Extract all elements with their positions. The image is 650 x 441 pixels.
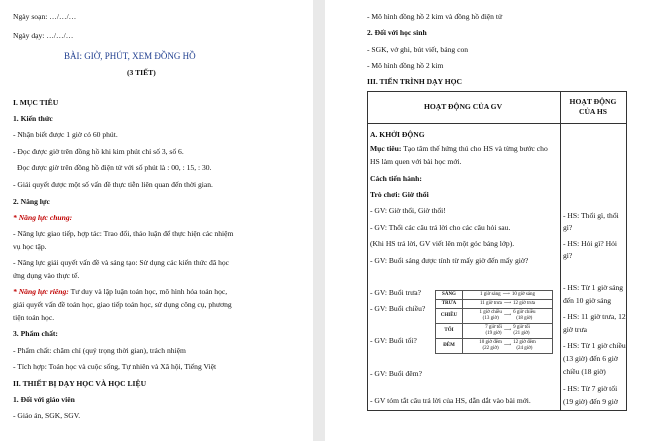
text-line: - GV: Buổi đêm? — [370, 369, 422, 378]
page-left — [0, 0, 313, 441]
text-line: (13 giờ) đến 6 giờ — [563, 354, 618, 363]
period-from: 11 giờ trưa — [479, 301, 502, 306]
heading-nang-luc: 2. Năng lực — [13, 197, 50, 206]
period-to-24h: (24 giờ) — [516, 346, 533, 351]
text-line: chiều (18 giờ) — [563, 367, 606, 376]
section-thiet-bi: II. THIẾT BỊ DẠY HỌC VÀ HỌC LIỆU — [13, 379, 147, 388]
text-line: HS làm quen với bài học mới. — [370, 157, 462, 166]
lesson-plan-table — [367, 91, 627, 411]
ngay-soan: Ngày soạn: …/…/… — [13, 12, 77, 21]
section-muc-tieu: I. MỤC TIÊU — [13, 98, 59, 107]
heading-cach-tien-hanh: Cách tiến hành: — [370, 174, 422, 183]
text-line: đến 10 giờ sáng — [563, 296, 612, 305]
muc-tieu-label: Mục tiêu: — [370, 144, 402, 153]
text-line: - GV: Buổi tối? — [370, 336, 417, 345]
period-name: TRƯA — [436, 300, 463, 309]
text-line: - Mô hình đồng hồ 2 kim và đồng hồ điện tử — [367, 12, 503, 21]
arrow-right-icon: ⟶ — [503, 313, 512, 318]
heading-nang-luc-chung: * Năng lực chung: — [13, 213, 73, 222]
text-line: - Phẩm chất: chăm chỉ (quý trọng thời gian), trách nhiệm — [13, 346, 186, 355]
text-line: - HS: 11 giờ trưa, 12 — [563, 312, 626, 321]
text-line: - SGK, vở ghi, bút viết, bảng con — [367, 45, 469, 54]
period-to: 12 giờ đêm — [513, 340, 536, 345]
heading-hoc-sinh: 2. Đối với học sinh — [367, 28, 427, 37]
text-line: - Năng lực giao tiếp, hợp tác: Trao đổi, thảo luận để thực hiện các nhiệm — [13, 229, 234, 238]
period-name: TỐI — [436, 324, 463, 339]
text-line: tiện toán học. — [13, 313, 55, 322]
text-line: - GV: Buổi sáng được tính từ mấy giờ đến mấy giờ? — [370, 256, 529, 265]
page-right — [325, 0, 650, 441]
text-line: - Nhận biết được 1 giờ có 60 phút. — [13, 130, 118, 139]
period-to-24h: (21 giờ) — [513, 331, 530, 336]
text-line: - Năng lực giải quyết vấn đề và sáng tạo: Sử dụng các kiến thức đã học — [13, 258, 230, 267]
text-line: - GV: Thổi các câu trả lời cho các câu hỏi sau. — [370, 223, 511, 232]
arrow-right-icon: ⟶ — [503, 301, 511, 306]
text-line: - GV: Buổi chiều? — [370, 304, 426, 313]
period-from-24h: (13 giờ) — [482, 316, 499, 321]
period-to: 12 giờ trưa — [512, 301, 536, 306]
text-line: gì? — [563, 251, 573, 260]
text-line — [370, 144, 548, 153]
text-line: Đọc được giờ trên đồng hồ điện tử với số phút là : 00, : 15, : 30. — [17, 163, 212, 172]
period-from-24h: (19 giờ) — [485, 331, 502, 336]
period-to: 9 giờ tối — [513, 325, 530, 330]
text-line: - HS: Từ 1 giờ sáng — [563, 283, 624, 292]
column-header-hs-line2: CỦA HS — [578, 107, 608, 116]
period-to: 10 giờ sáng — [511, 292, 536, 297]
text-line: (19 giờ) đến 9 giờ — [563, 397, 618, 406]
text-line: - HS: Thổi gì, thổi — [563, 211, 619, 220]
ngay-day: Ngày dạy: …/…/… — [13, 31, 74, 40]
nang-luc-rieng-text: Tư duy và lập luận toán học, mô hình hóa toán học, — [70, 287, 228, 296]
lesson-title: BÀI: GIỜ, PHÚT, XEM ĐỒNG HỒ — [64, 51, 196, 61]
period-row — [436, 309, 553, 324]
time-periods-table — [435, 290, 553, 354]
column-header-hs-line1: HOẠT ĐỘNG — [569, 97, 617, 106]
text-line: - Đọc được giờ trên đồng hồ khi kim phút chỉ số 3, số 6. — [13, 147, 184, 156]
period-row — [436, 300, 553, 309]
text-line: - Tích hợp: Toán học và cuộc sống, Tự nhiên và Xã hội, Tiếng Việt — [13, 362, 217, 371]
lesson-subtitle: (3 TIẾT) — [127, 68, 156, 77]
period-name: ĐÊM — [436, 339, 463, 354]
period-range — [463, 339, 553, 354]
arrow-right-icon: ⟶ — [502, 292, 510, 297]
period-row — [436, 324, 553, 339]
period-name: SÁNG — [436, 291, 463, 300]
text-line: - HS: Từ 7 giờ tối — [563, 384, 618, 393]
arrow-right-icon: ⟶ — [503, 328, 512, 333]
period-from-24h: (22 giờ) — [482, 346, 499, 351]
period-to: 6 giờ chiều — [513, 310, 536, 315]
period-range — [463, 291, 553, 300]
section-tien-trinh: III. TIẾN TRÌNH DẠY HỌC — [367, 77, 463, 86]
text-line: (Khi HS trả lời, GV viết lên một góc bảng lớp). — [370, 239, 515, 248]
text-line: ứng dụng vào thực tế. — [13, 271, 80, 280]
period-range — [463, 309, 553, 324]
text-line: - Mô hình đồng hồ 2 kim — [367, 61, 444, 70]
text-line: gì? — [563, 223, 573, 232]
period-range — [463, 300, 553, 309]
text-line: - Giáo án, SGK, SGV. — [13, 411, 81, 420]
text-line: - HS: Hỏi gì? Hỏi — [563, 239, 617, 248]
text-line — [13, 287, 227, 296]
period-range — [463, 324, 553, 339]
period-from: 1 giờ chiều — [479, 310, 502, 315]
gv-activity-cell — [368, 124, 561, 411]
column-header-gv: HOẠT ĐỘNG CỦA GV — [423, 102, 503, 111]
text-line: - GV tóm tắt câu trả lời của HS, dẫn dắt vào bài mới. — [370, 396, 531, 405]
period-from: 7 giờ tối — [485, 325, 502, 330]
heading-pham-chat: 3. Phẩm chất: — [13, 329, 58, 338]
muc-tieu-text: Tạo tâm thế hứng thú cho HS và từng bước cho — [403, 144, 548, 153]
heading-tro-choi: Trò chơi: Giờ thổi — [370, 190, 429, 199]
period-row — [436, 291, 553, 300]
text-line: vụ học tập. — [13, 242, 47, 251]
period-from: 10 giờ đêm — [479, 340, 502, 345]
text-line: - HS: Từ 1 giờ chiều — [563, 341, 626, 350]
nang-luc-rieng-label: * Năng lực riêng: — [13, 287, 69, 296]
period-from: 1 giờ sáng — [479, 292, 501, 297]
arrow-right-icon: ⟶ — [503, 343, 512, 348]
heading-kien-thuc: 1. Kiến thức — [13, 114, 53, 123]
text-line: giờ trưa — [563, 325, 587, 334]
text-line: giải quyết vấn đề toán học, giao tiếp toán học, sử dụng công cụ, phương — [13, 300, 232, 309]
period-name: CHIỀU — [436, 309, 463, 324]
text-line: - GV: Buổi trưa? — [370, 288, 422, 297]
heading-khoi-dong: A. KHỞI ĐỘNG — [370, 130, 425, 139]
text-line: - GV: Giờ thổi, Giờ thổi! — [370, 206, 446, 215]
heading-giao-vien: 1. Đối với giáo viên — [13, 395, 75, 404]
period-row — [436, 339, 553, 354]
text-line: - Giải quyết được một số vấn đề thực tiễn liên quan đến thời gian. — [13, 180, 213, 189]
period-to-24h: (18 giờ) — [516, 316, 533, 321]
